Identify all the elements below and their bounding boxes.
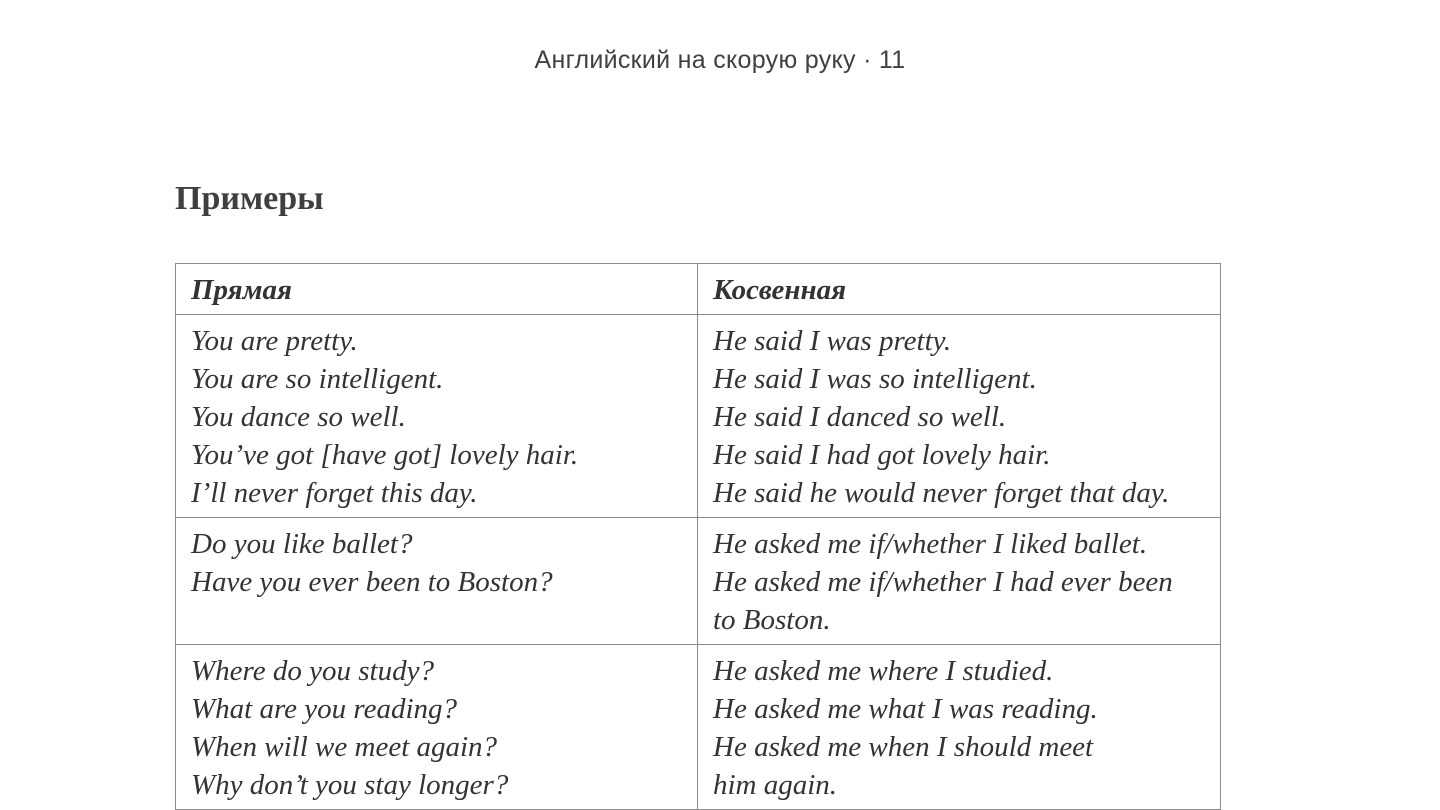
example-sentence: He asked me if/whether I had ever been <box>713 566 1173 598</box>
example-sentence: Why don’t you stay longer? <box>191 769 509 801</box>
example-sentence: He asked me if/whether I liked ballet. <box>713 528 1148 560</box>
table-row <box>176 315 1221 518</box>
indirect-speech-cell <box>698 315 1221 518</box>
example-sentence: him again. <box>713 769 838 801</box>
column-header-indirect: Косвенная <box>698 264 1221 315</box>
table-row <box>176 645 1221 810</box>
running-header: Английский на скорую руку · 11 <box>534 46 906 74</box>
example-sentence: Have you ever been to Boston? <box>191 566 553 598</box>
direct-speech-cell <box>176 315 698 518</box>
example-sentence: What are you reading? <box>191 693 458 725</box>
direct-speech-cell <box>176 518 698 645</box>
examples-table <box>175 263 1221 810</box>
column-header-direct: Прямая <box>176 264 698 315</box>
example-sentence: He said I was pretty. <box>713 325 952 357</box>
example-sentence: He asked me what I was reading. <box>713 693 1098 725</box>
example-sentence: Do you like ballet? <box>191 528 413 560</box>
table-body <box>176 315 1221 810</box>
table-header-row <box>176 264 1221 315</box>
indirect-speech-cell <box>698 645 1221 810</box>
example-sentence: You dance so well. <box>191 401 406 433</box>
example-sentence: to Boston. <box>713 604 831 636</box>
example-sentence: He said I was so intelligent. <box>713 363 1037 395</box>
example-sentence: Where do you study? <box>191 655 434 687</box>
example-sentence: He asked me when I should meet <box>713 731 1094 763</box>
example-sentence: He said I danced so well. <box>713 401 1007 433</box>
example-sentence: He said he would never forget that day. <box>713 477 1170 509</box>
example-sentence: You are pretty. <box>191 325 358 357</box>
example-sentence: You’ve got [have got] lovely hair. <box>191 439 579 471</box>
direct-speech-cell <box>176 645 698 810</box>
example-sentence: You are so intelligent. <box>191 363 444 395</box>
example-sentence: He said I had got lovely hair. <box>713 439 1051 471</box>
table-row <box>176 518 1221 645</box>
example-sentence: When will we meet again? <box>191 731 498 763</box>
indirect-speech-cell <box>698 518 1221 645</box>
example-sentence: I’ll never forget this day. <box>191 477 478 509</box>
section-heading: Примеры <box>175 180 324 217</box>
example-sentence: He asked me where I studied. <box>713 655 1054 687</box>
